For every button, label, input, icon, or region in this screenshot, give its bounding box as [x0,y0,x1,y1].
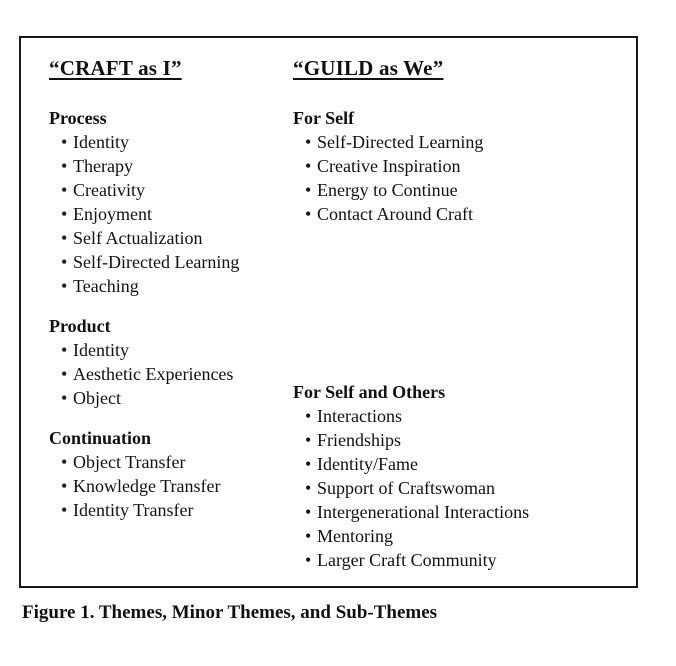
process-item: • Self-Directed Learning [61,252,240,272]
product-item: • Identity [61,340,129,360]
bullet: • [61,156,68,176]
bullet: • [61,388,68,408]
process-item: • Identity [61,132,129,152]
for-self-and-others-section [293,380,529,572]
bullet: • [61,228,68,248]
for-others-item: • Support of Craftswoman [305,478,495,498]
bullet: • [305,204,312,224]
product-title: Product [49,316,111,336]
for-others-item: • Identity/Fame [305,454,418,474]
for-others-item: • Friendships [305,430,402,450]
product-section [49,314,239,410]
continuation-item: • Knowledge Transfer [61,476,221,496]
process-title: Process [49,108,107,128]
for-self-item: • Self-Directed Learning [305,132,484,152]
bullet: • [305,550,312,570]
figure-frame [19,36,638,588]
bullet: • [305,526,312,546]
process-item: • Teaching [61,276,139,296]
bullet: • [305,132,312,152]
bullet: • [305,156,312,176]
bullet: • [61,452,68,472]
bullet: • [61,132,68,152]
craft-column [49,56,239,538]
figure-caption: Figure 1. Themes, Minor Themes, and Sub-Themes [22,602,438,623]
process-item: • Creativity [61,180,145,200]
continuation-section [49,426,239,522]
continuation-item: • Object Transfer [61,452,186,472]
bullet: • [305,406,312,426]
bullet: • [61,364,68,384]
guild-column-heading: “GUILD as We” [293,56,444,80]
process-item: • Therapy [61,156,133,176]
bullet: • [61,476,68,496]
bullet: • [61,180,68,200]
bullet: • [61,276,68,296]
bullet: • [61,500,68,520]
bullet: • [61,252,68,272]
bullet: • [305,478,312,498]
continuation-item: • Identity Transfer [61,500,194,520]
for-self-item: • Creative Inspiration [305,156,461,176]
bullet: • [61,204,68,224]
bullet: • [305,180,312,200]
for-others-item: • Interactions [305,406,402,426]
process-section [49,106,239,298]
for-others-item: • Larger Craft Community [305,550,497,570]
bullet: • [305,454,312,474]
process-item: • Self Actualization [61,228,203,248]
bullet: • [305,502,312,522]
process-item: • Enjoyment [61,204,152,224]
bullet: • [305,430,312,450]
for-others-item: • Intergenerational Interactions [305,502,530,522]
for-self-item: • Energy to Continue [305,180,458,200]
guild-column [293,56,529,588]
for-others-item: • Mentoring [305,526,393,546]
for-self-item: • Contact Around Craft [305,204,473,224]
continuation-title: Continuation [49,428,152,448]
product-item: • Aesthetic Experiences [61,364,234,384]
for-self-and-others-title: For Self and Others [293,382,446,402]
for-self-section [293,106,529,226]
for-self-title: For Self [293,108,355,128]
craft-column-heading: “CRAFT as I” [49,56,182,80]
bullet: • [61,340,68,360]
product-item: • Object [61,388,121,408]
